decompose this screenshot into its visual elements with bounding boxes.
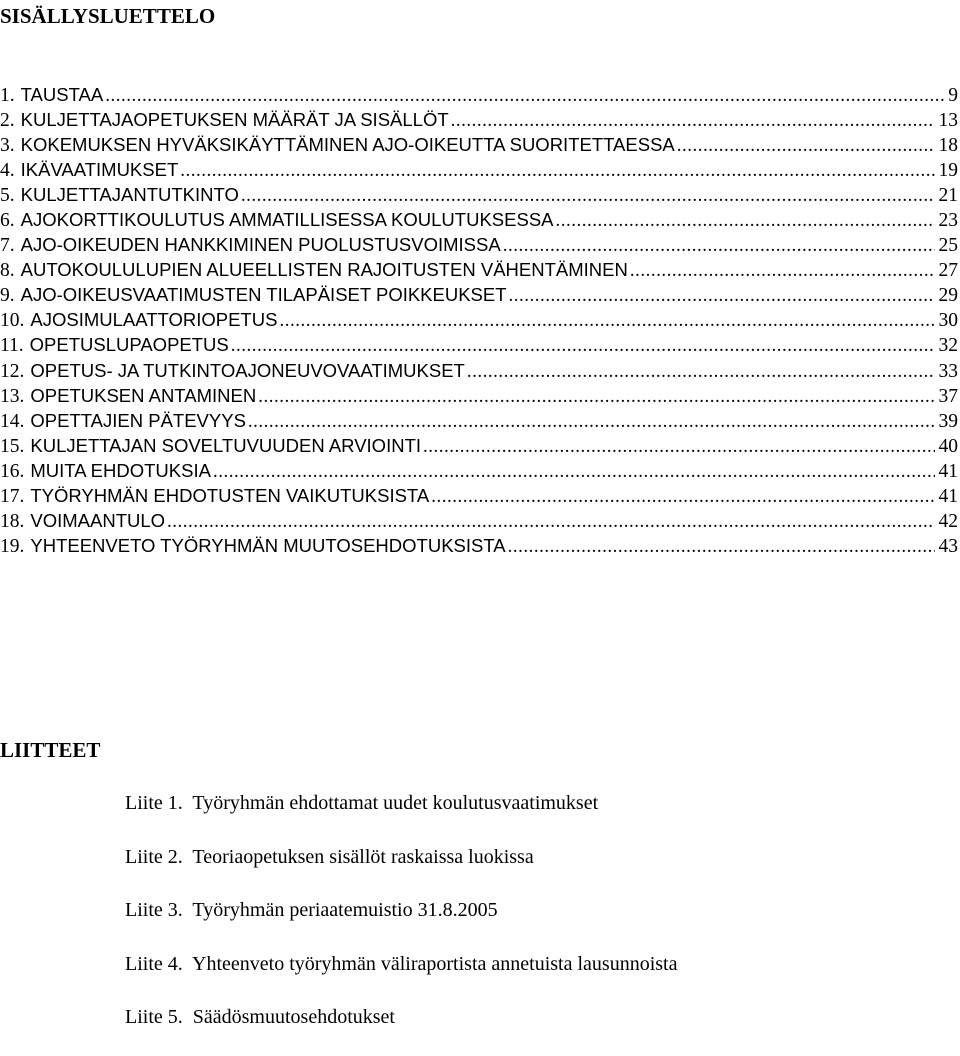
toc-entry[interactable] [0,157,958,182]
toc-entry-page: 40 [938,435,958,457]
toc-entry-number: 13. [0,385,25,407]
toc-entry[interactable] [0,132,958,157]
toc-entry-title: TYÖRYHMÄN EHDOTUSTEN VAIKUTUKSISTA [30,484,430,506]
appendix-item-title: Työryhmän periaatemuistio 31.8.2005 [192,899,498,921]
toc-entry-number: 4. [0,160,15,182]
toc-dot-leader [431,484,934,509]
toc-entry-page: 32 [938,335,958,357]
toc-entry-title: AJOKORTTIKOULUTUS AMMATILLISESSA KOULUTUKSESSA [20,209,554,231]
toc-entry-number: 18. [0,510,25,532]
appendix-item[interactable] [125,949,677,1003]
toc-entry-page: 19 [938,160,958,182]
toc-entry-page: 13 [938,110,958,132]
toc-entry-number: 11. [0,335,24,357]
toc-entry-title: MUITA EHDOTUKSIA [30,459,211,481]
toc-entry-title: AUTOKOULULUPIEN ALUEELLISTEN RAJOITUSTEN VÄHENTÄMINEN [20,259,628,281]
toc-entry-title: AJO-OIKEUDEN HANKKIMINEN PUOLUSTUSVOIMISSA [20,234,501,256]
appendix-item-label: Liite 2. [125,845,183,868]
toc-entry-page: 18 [938,135,958,157]
toc-dot-leader [509,283,935,308]
appendix-item[interactable] [125,788,677,842]
toc-dot-leader [213,459,935,484]
toc-entry[interactable] [0,433,958,458]
toc-entry-number: 16. [0,460,25,482]
toc-entry-number: 3. [0,135,15,157]
toc-entry-title: KOKEMUKSEN HYVÄKSIKÄYTTÄMINEN AJO-OIKEUTTA SUORITETTAESSA [20,134,675,156]
toc-entry[interactable] [0,508,958,533]
toc-dot-leader [467,359,935,384]
toc-entry-number: 7. [0,235,15,257]
toc-entry-page: 42 [938,510,958,532]
toc-entry-number: 2. [0,110,15,132]
appendix-item[interactable] [125,1002,677,1056]
toc-entry[interactable] [0,307,958,332]
appendix-item-title: Yhteenveto työryhmän väliraportista annetuista lausunnoista [192,952,678,975]
toc-entry-title: IKÄVAATIMUKSET [20,159,179,181]
toc-dot-leader [423,434,934,459]
toc-entry-title: YHTEENVETO TYÖRYHMÄN MUUTOSEHDOTUKSISTA [30,534,506,556]
toc-dot-leader [180,158,934,183]
appendix-item[interactable] [125,895,677,949]
toc-entry-title: OPETUKSEN ANTAMINEN [30,384,257,406]
appendix-item[interactable] [125,842,677,896]
toc-entry-title: KULJETTAJAN SOVELTUVUUDEN ARVIOINTI [30,434,422,456]
toc-entry[interactable] [0,82,958,107]
appendix-item-title: Työryhmän ehdottamat uudet koulutusvaatimukset [192,792,599,814]
toc-dot-leader [630,258,935,283]
toc-entry-page: 41 [938,460,958,482]
toc-dot-leader [503,233,935,258]
appendix-list [125,788,677,1056]
toc-dot-leader [167,509,934,534]
appendix-item-label: Liite 1. [125,792,183,814]
toc-entry-title: OPETTAJIEN PÄTEVYYS [30,409,246,431]
toc-dot-leader [451,108,935,133]
appendix-heading: LIITTEET [0,738,101,762]
toc-entry[interactable] [0,232,958,257]
toc-entry[interactable] [0,533,958,558]
appendix-item-title: Teoriaopetuksen sisällöt raskaissa luokissa [192,845,534,868]
toc-entry[interactable] [0,408,958,433]
toc-dot-leader [677,133,935,158]
toc-entry[interactable] [0,257,958,282]
toc-entry-title: VOIMAANTULO [30,509,166,531]
toc-entry[interactable] [0,383,958,408]
toc-entry-number: 8. [0,260,15,282]
toc-entry-page: 27 [938,260,958,282]
toc-dot-leader [508,534,935,559]
appendix-item-label: Liite 3. [125,899,183,921]
toc-entry-number: 19. [0,535,25,557]
toc-entry-page: 33 [938,360,958,382]
toc-entry-number: 15. [0,435,25,457]
toc-entry-number: 9. [0,285,15,307]
toc-entry-title: TAUSTAA [20,84,104,105]
toc-entry-page: 29 [938,285,958,307]
toc-entry[interactable] [0,182,958,207]
toc-entry-title: OPETUSLUPAOPETUS [29,334,229,356]
toc-entry-number: 5. [0,185,15,207]
toc-entry[interactable] [0,483,958,508]
toc-list [0,82,958,558]
toc-dot-leader [248,409,935,434]
toc-entry-number: 17. [0,485,25,507]
toc-dot-leader [258,384,934,409]
toc-entry-number: 1. [0,85,15,106]
toc-dot-leader [279,308,934,333]
toc-entry-page: 21 [938,185,958,207]
toc-entry-page: 41 [938,485,958,507]
toc-heading: SISÄLLYSLUETTELO [0,4,216,28]
toc-entry-title: OPETUS- JA TUTKINTOAJONEUVOVAATIMUKSET [30,359,465,381]
toc-entry-page: 30 [938,310,958,332]
appendix-item-title: Säädösmuutosehdotukset [192,1006,395,1028]
toc-entry-title: AJO-OIKEUSVAATIMUSTEN TILAPÄISET POIKKEUKSET [20,284,507,306]
appendix-item-label: Liite 4. [125,952,183,975]
toc-entry-page: 23 [938,210,958,232]
toc-entry[interactable] [0,207,958,232]
toc-entry-page: 39 [938,410,958,432]
toc-entry-number: 6. [0,210,15,232]
toc-entry-page: 25 [938,235,958,257]
toc-entry[interactable] [0,332,958,357]
toc-entry-page: 9 [948,85,958,106]
toc-entry-page: 37 [938,385,958,407]
toc-dot-leader [556,208,935,233]
toc-entry-number: 14. [0,410,25,432]
toc-entry[interactable] [0,358,958,383]
toc-dot-leader [241,183,935,208]
appendix-item-label: Liite 5. [125,1006,183,1028]
toc-dot-leader [105,83,944,108]
toc-entry[interactable] [0,282,958,307]
toc-entry-page: 43 [938,535,958,557]
toc-dot-leader [231,333,935,358]
toc-entry-title: KULJETTAJANTUTKINTO [20,184,239,206]
toc-entry-number: 10. [0,310,25,332]
toc-entry-number: 12. [0,360,25,382]
toc-entry[interactable] [0,107,958,132]
toc-entry-title: KULJETTAJAOPETUKSEN MÄÄRÄT JA SISÄLLÖT [20,109,449,131]
toc-entry-title: AJOSIMULAATTORIOPETUS [30,309,278,331]
toc-entry[interactable] [0,458,958,483]
